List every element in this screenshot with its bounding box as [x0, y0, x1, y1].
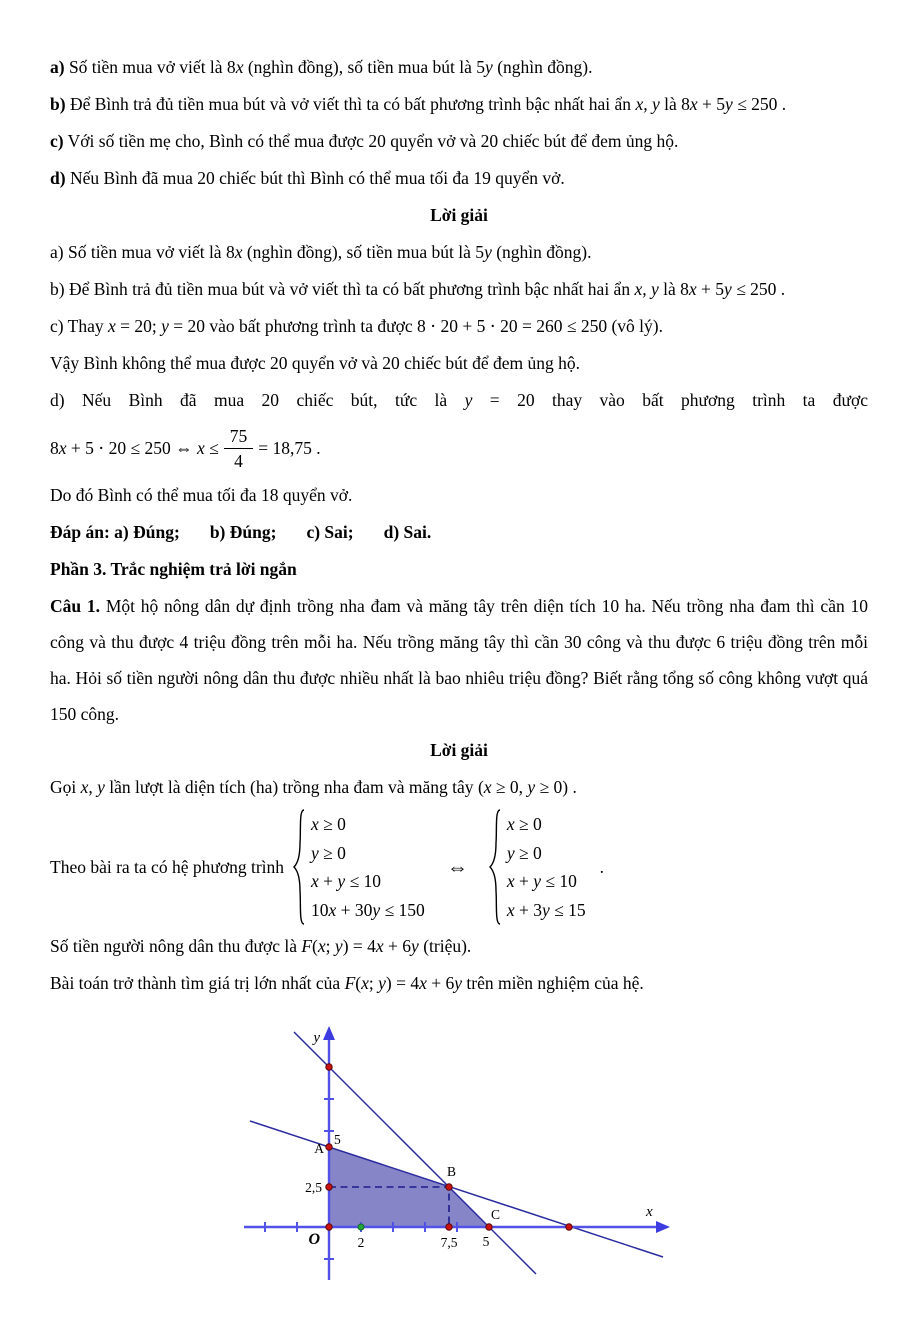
- solution-c: c) Thay x = 20; y = 20 vào bất phương trình ta được 8 ⋅ 20 + 5 ⋅ 20 = 260 ≤ 250 (vô lý).: [50, 316, 663, 336]
- origin-label: O: [308, 1231, 320, 1248]
- label-x-7-5: 7,5: [440, 1235, 458, 1250]
- system-2-line-2: y ≥ 0: [506, 842, 542, 863]
- system-2-lines: [507, 810, 586, 924]
- statement-d: d) Nếu Bình đã mua 20 chiếc bút thì Bình có thể mua tối đa 19 quyển vở.: [50, 168, 565, 188]
- statement-b: b) Để Bình trả đủ tiền mua bút và vở viết thì ta có bất phương trình bậc nhất hai ẩn x, y là 8x + 5y ≤ 250 .: [50, 94, 787, 114]
- point-0-10: [326, 1064, 332, 1070]
- solution-d-conclusion: Do đó Bình có thể mua tối đa 18 quyển vở.: [50, 485, 353, 505]
- point-B: [446, 1184, 452, 1190]
- point-2-0-green: [358, 1224, 364, 1230]
- x-axis-label: x: [646, 1204, 653, 1220]
- y-axis-label: y: [313, 1030, 320, 1046]
- problem-restatement: Bài toán trở thành tìm giá trị lớn nhất của F(x; y) = 4x + 6y trên miền nghiệm của hệ.: [50, 973, 644, 993]
- objective-function: Số tiền người nông dân thu được là F(x; y) = 4x + 6y (triệu).: [50, 936, 472, 956]
- system-label: Theo bài ra ta có hệ phương trình: [50, 856, 285, 877]
- formula-left: 8x + 5 ⋅ 20 ≤ 250 ⇔ x ≤: [50, 438, 219, 458]
- system-period: .: [599, 856, 604, 877]
- system-2-line-4: x + 3y ≤ 15: [506, 899, 586, 920]
- point-7-5-0: [446, 1224, 452, 1230]
- label-y-5: 5: [334, 1132, 341, 1147]
- solution-d: d) Nếu Bình đã mua 20 chiếc bút, tức là y = 20 thay vào bất phương trình ta được: [50, 390, 868, 410]
- x-axis-arrow-icon: [656, 1221, 670, 1233]
- solution-d-formula: [50, 419, 868, 477]
- system-block-1: [292, 808, 425, 926]
- system-1-lines: [311, 810, 425, 924]
- point-C: [486, 1224, 492, 1230]
- answer-line: Đáp án: a) Đúng; b) Đúng; c) Sai; d) Sai.: [50, 522, 432, 542]
- system-2-line-1: x ≥ 0: [506, 814, 542, 834]
- fraction-75-4: [224, 425, 254, 472]
- solution-heading-2: Lời giải: [430, 740, 488, 760]
- left-brace-icon: [292, 808, 306, 926]
- label-C: C: [491, 1207, 501, 1222]
- label-x-2: 2: [357, 1235, 365, 1250]
- solution-b: b) Để Bình trả đủ tiền mua bút và vở viết thì ta có bất phương trình bậc nhất hai ẩn x, y là 8x + 5y ≤ 250 .: [50, 279, 786, 299]
- question-1: Câu 1. Một hộ nông dân dự định trồng nha đam và măng tây trên diện tích 10 ha. Nếu trồng nha đam thì cần 10 công và thu được 4 triệu đồng trên mỗi ha. Nếu trồng măng tây thì cần 30 công và thu được 6 triệu đồng trên mỗi ha. Hỏi số tiền người nông dân thu được nhiều nhất là bao nhiêu triệu đồng? Biết rằng tổng số công không vượt quá 150 công.: [50, 596, 868, 724]
- label-x-c: 5: [482, 1234, 490, 1249]
- system-block-2: [488, 808, 586, 926]
- label-A: A: [314, 1141, 324, 1156]
- label-B: B: [447, 1164, 457, 1179]
- solution-c-conclusion: Vậy Bình không thể mua được 20 quyển vở và 20 chiếc bút để đem ủng hộ.: [50, 353, 581, 373]
- statement-a: a) Số tiền mua vở viết là 8x (nghìn đồng), số tiền mua bút là 5y (nghìn đồng).: [50, 57, 593, 77]
- system-1-line-3: x + y ≤ 10: [311, 871, 382, 891]
- system-1-line-4: 10x + 30y ≤ 150: [311, 899, 425, 920]
- system-paragraph: [50, 806, 868, 928]
- formula-right: = 18,75 .: [258, 438, 321, 458]
- fraction-numerator: 75: [224, 425, 254, 449]
- equivalence-symbol: ⇔: [446, 854, 468, 879]
- feasible-region-figure: [230, 1022, 868, 1299]
- system-1-line-2: y ≥ 0: [311, 842, 346, 863]
- label-y-2-5: 2,5: [305, 1180, 322, 1195]
- y-axis-arrow-icon: [323, 1026, 335, 1040]
- fraction-denominator: 4: [234, 450, 243, 471]
- left-brace-icon: [488, 808, 502, 926]
- graph-svg: [230, 1022, 690, 1294]
- point-0-2-5: [326, 1184, 332, 1190]
- solution-heading-1: Lời giải: [430, 205, 488, 225]
- point-15-0: [566, 1224, 572, 1230]
- solution-a: a) Số tiền mua vở viết là 8x (nghìn đồng), số tiền mua bút là 5y (nghìn đồng).: [50, 242, 592, 262]
- point-A: [326, 1144, 332, 1150]
- point-O: [326, 1224, 332, 1230]
- statement-c: c) Với số tiền mẹ cho, Bình có thể mua được 20 quyển vở và 20 chiếc bút để đem ủng hộ.: [50, 131, 679, 151]
- system-2-line-3: x + y ≤ 10: [506, 871, 577, 891]
- system-1-line-1: x ≥ 0: [311, 814, 346, 834]
- variables-definition: Gọi x, y lần lượt là diện tích (ha) trồng nha đam và măng tây (x ≥ 0, y ≥ 0) .: [50, 777, 577, 797]
- part-3-heading: Phần 3. Trắc nghiệm trả lời ngắn: [50, 559, 297, 579]
